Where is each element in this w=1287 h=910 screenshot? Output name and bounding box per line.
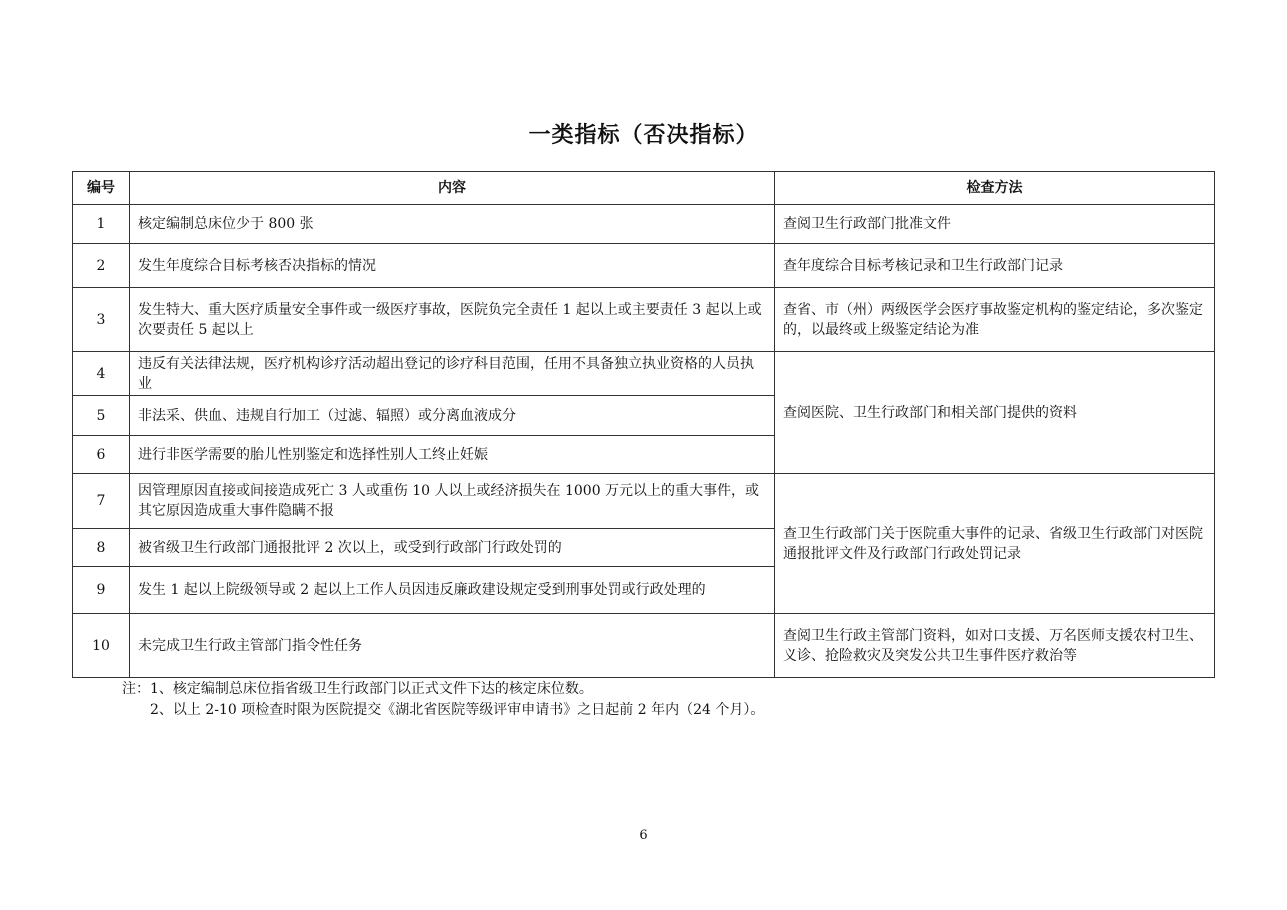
row-content: 被省级卫生行政部门通报批评 2 次以上，或受到行政部门行政处罚的: [130, 529, 775, 567]
table-row: [73, 244, 1215, 288]
header-method: 检查方法: [775, 172, 1215, 205]
row-number: 2: [73, 244, 130, 288]
page-number: 6: [639, 828, 648, 843]
row-method: 查阅卫生行政部门批准文件: [775, 205, 1215, 244]
row-content: 因管理原因直接或间接造成死亡 3 人或重伤 10 人以上或经济损失在 1000 万元以上的重大事件，或其它原因造成重大事件隐瞒不报: [130, 474, 775, 529]
table-row: [73, 288, 1215, 352]
table-row: [73, 614, 1215, 678]
page-title: 一类指标（否决指标）: [528, 123, 759, 148]
row-number: 6: [73, 436, 130, 474]
row-method: 查年度综合目标考核记录和卫生行政部门记录: [775, 244, 1215, 288]
row-content: 进行非医学需要的胎儿性别鉴定和选择性别人工终止妊娠: [130, 436, 775, 474]
row-method: 查卫生行政部门关于医院重大事件的记录、省级卫生行政部门对医院通报批评文件及行政部门行政处罚记录: [775, 474, 1215, 614]
header-number: 编号: [73, 172, 130, 205]
row-content: 发生特大、重大医疗质量安全事件或一级医疗事故，医院负完全责任 1 起以上或主要责任 3 起以上或次要责任 5 起以上: [130, 288, 775, 352]
indicator-table: [72, 171, 1215, 678]
note-item: 2、以上 2-10 项检查时限为医院提交《湖北省医院等级评审申请书》之日起前 2 年内（24 个月）。: [150, 702, 765, 718]
row-number: 5: [73, 396, 130, 436]
row-content: 未完成卫生行政主管部门指令性任务: [130, 614, 775, 678]
row-content: 发生 1 起以上院级领导或 2 起以上工作人员因违反廉政建设规定受到刑事处罚或行政处理的: [130, 567, 775, 614]
row-method: 查阅卫生行政主管部门资料，如对口支援、万名医师支援农村卫生、义诊、抢险救灾及突发公共卫生事件医疗救治等: [775, 614, 1215, 678]
table-header-row: [73, 172, 1215, 205]
notes: [122, 679, 764, 721]
row-number: 4: [73, 352, 130, 396]
row-content: 发生年度综合目标考核否决指标的情况: [130, 244, 775, 288]
table-row: [73, 352, 1215, 396]
row-number: 3: [73, 288, 130, 352]
note-item: 注：1、核定编制总床位指省级卫生行政部门以正式文件下达的核定床位数。: [122, 681, 593, 697]
row-number: 8: [73, 529, 130, 567]
table-row: [73, 474, 1215, 529]
row-content: 违反有关法律法规，医疗机构诊疗活动超出登记的诊疗科目范围，任用不具备独立执业资格的人员执业: [130, 352, 775, 396]
row-number: 7: [73, 474, 130, 529]
row-number: 1: [73, 205, 130, 244]
row-number: 9: [73, 567, 130, 614]
header-content: 内容: [130, 172, 775, 205]
row-content: 核定编制总床位少于 800 张: [130, 205, 775, 244]
row-method: 查省、市（州）两级医学会医疗事故鉴定机构的鉴定结论，多次鉴定的，以最终或上级鉴定结论为准: [775, 288, 1215, 352]
table-row: [73, 205, 1215, 244]
row-method: 查阅医院、卫生行政部门和相关部门提供的资料: [775, 352, 1215, 474]
row-number: 10: [73, 614, 130, 678]
row-content: 非法采、供血、违规自行加工（过滤、辐照）或分离血液成分: [130, 396, 775, 436]
